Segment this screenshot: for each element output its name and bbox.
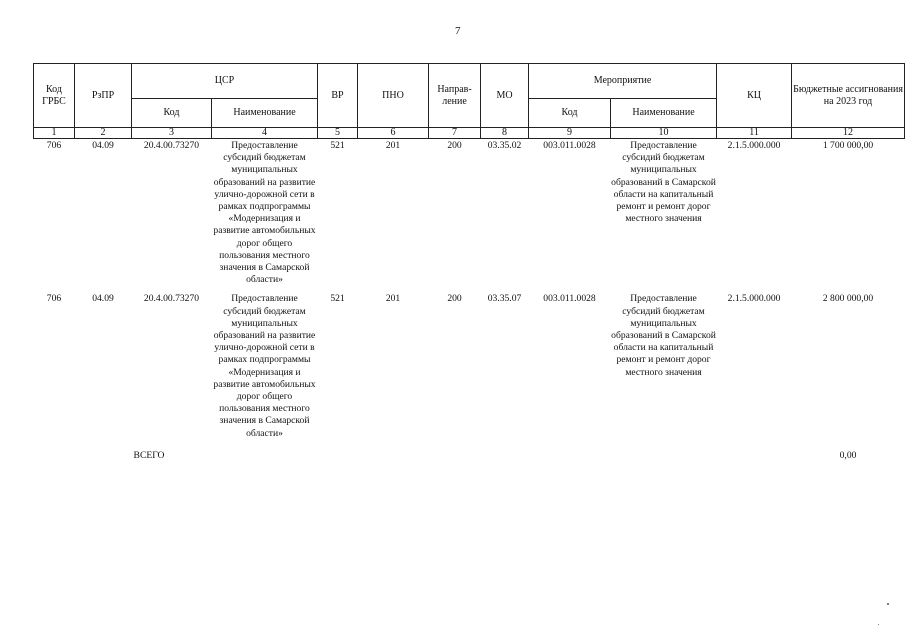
- header-kc: КЦ: [717, 64, 792, 128]
- header-rzpr: РзПР: [75, 64, 132, 128]
- cell-pno: 201: [385, 140, 401, 151]
- cell-grbs: 706: [46, 293, 62, 305]
- page-number: 7: [455, 25, 461, 37]
- cell-csr-kod: 20.4.00.73270: [143, 293, 200, 305]
- cell-grbs: 706: [46, 140, 62, 151]
- total-amount: 0,00: [839, 449, 857, 461]
- header-budget: Бюджетные ассигнования на 2023 год: [792, 64, 905, 128]
- column-number: 8: [481, 128, 529, 139]
- budget-table: [33, 63, 905, 462]
- header-vr: ВР: [318, 64, 358, 128]
- column-number: 5: [318, 128, 358, 139]
- cell-amount: 1 700 000,00: [822, 140, 874, 151]
- header-mer-name: Наименование: [611, 99, 717, 128]
- scan-speck: [878, 624, 879, 625]
- column-number: 12: [792, 128, 905, 139]
- cell-mer-name: Предоставление субсидий бюджетам муниципальных образований в Самарской области на капитальный ремонт и ремонт дорог местного значения: [611, 293, 716, 378]
- cell-csr-name: Предоставление субсидий бюджетам муниципальных образований на развитие улично-дорожной сети в рамках подпрограммы «Модернизация и развитие автомобильных дорог общего пользования местного значения в Самарской области»: [213, 293, 316, 439]
- header-csr: ЦСР: [132, 64, 318, 99]
- cell-csr-name: Предоставление субсидий бюджетам муниципальных образований на развитие улично-дорожной сети в рамках подпрограммы «Модернизация и развитие автомобильных дорог общего пользования местного значения в Самарской области»: [213, 140, 316, 286]
- cell-kc: 2.1.5.000.000: [727, 140, 781, 151]
- cell-mer-name: Предоставление субсидий бюджетам муниципальных образований в Самарской области на капитальный ремонт и ремонт дорог местного значения: [611, 140, 716, 225]
- header-kod-grbs: Код ГРБС: [34, 64, 75, 128]
- column-number: 1: [34, 128, 75, 139]
- table-header: [34, 64, 905, 139]
- cell-mer-kod: 003.011.0028: [543, 140, 596, 151]
- column-number: 4: [212, 128, 318, 139]
- cell-rzpr: 04.09: [92, 140, 114, 151]
- header-pno: ПНО: [358, 64, 429, 128]
- header-csr-name: Наименование: [212, 99, 318, 128]
- cell-rzpr: 04.09: [92, 293, 114, 305]
- cell-vr: 521: [330, 140, 345, 151]
- cell-amount: 2 800 000,00: [822, 293, 874, 305]
- total-label: ВСЕГО: [133, 449, 165, 461]
- column-number: 6: [358, 128, 429, 139]
- table-row: [34, 139, 905, 293]
- cell-kc: 2.1.5.000.000: [727, 293, 781, 305]
- header-napravlenie: Направ-ление: [429, 64, 481, 128]
- column-number: 3: [132, 128, 212, 139]
- column-number: 9: [529, 128, 611, 139]
- header-meropriyatie: Мероприятие: [529, 64, 717, 99]
- cell-mo: 03.35.02: [487, 140, 522, 151]
- scan-speck: [887, 603, 889, 605]
- column-number: 7: [429, 128, 481, 139]
- cell-pno: 201: [385, 293, 401, 305]
- column-number: 11: [717, 128, 792, 139]
- cell-napravlenie: 200: [447, 140, 462, 151]
- column-number-row: [34, 128, 905, 139]
- cell-vr: 521: [330, 293, 345, 305]
- header-mo: МО: [481, 64, 529, 128]
- header-mer-kod: Код: [529, 99, 611, 128]
- cell-napravlenie: 200: [447, 293, 462, 305]
- table-row: [34, 292, 905, 445]
- column-number: 2: [75, 128, 132, 139]
- column-number: 10: [611, 128, 717, 139]
- header-csr-kod: Код: [132, 99, 212, 128]
- cell-mo: 03.35.07: [487, 293, 522, 305]
- cell-mer-kod: 003.011.0028: [543, 293, 596, 305]
- cell-csr-kod: 20.4.00.73270: [143, 140, 200, 151]
- total-row: [34, 446, 905, 462]
